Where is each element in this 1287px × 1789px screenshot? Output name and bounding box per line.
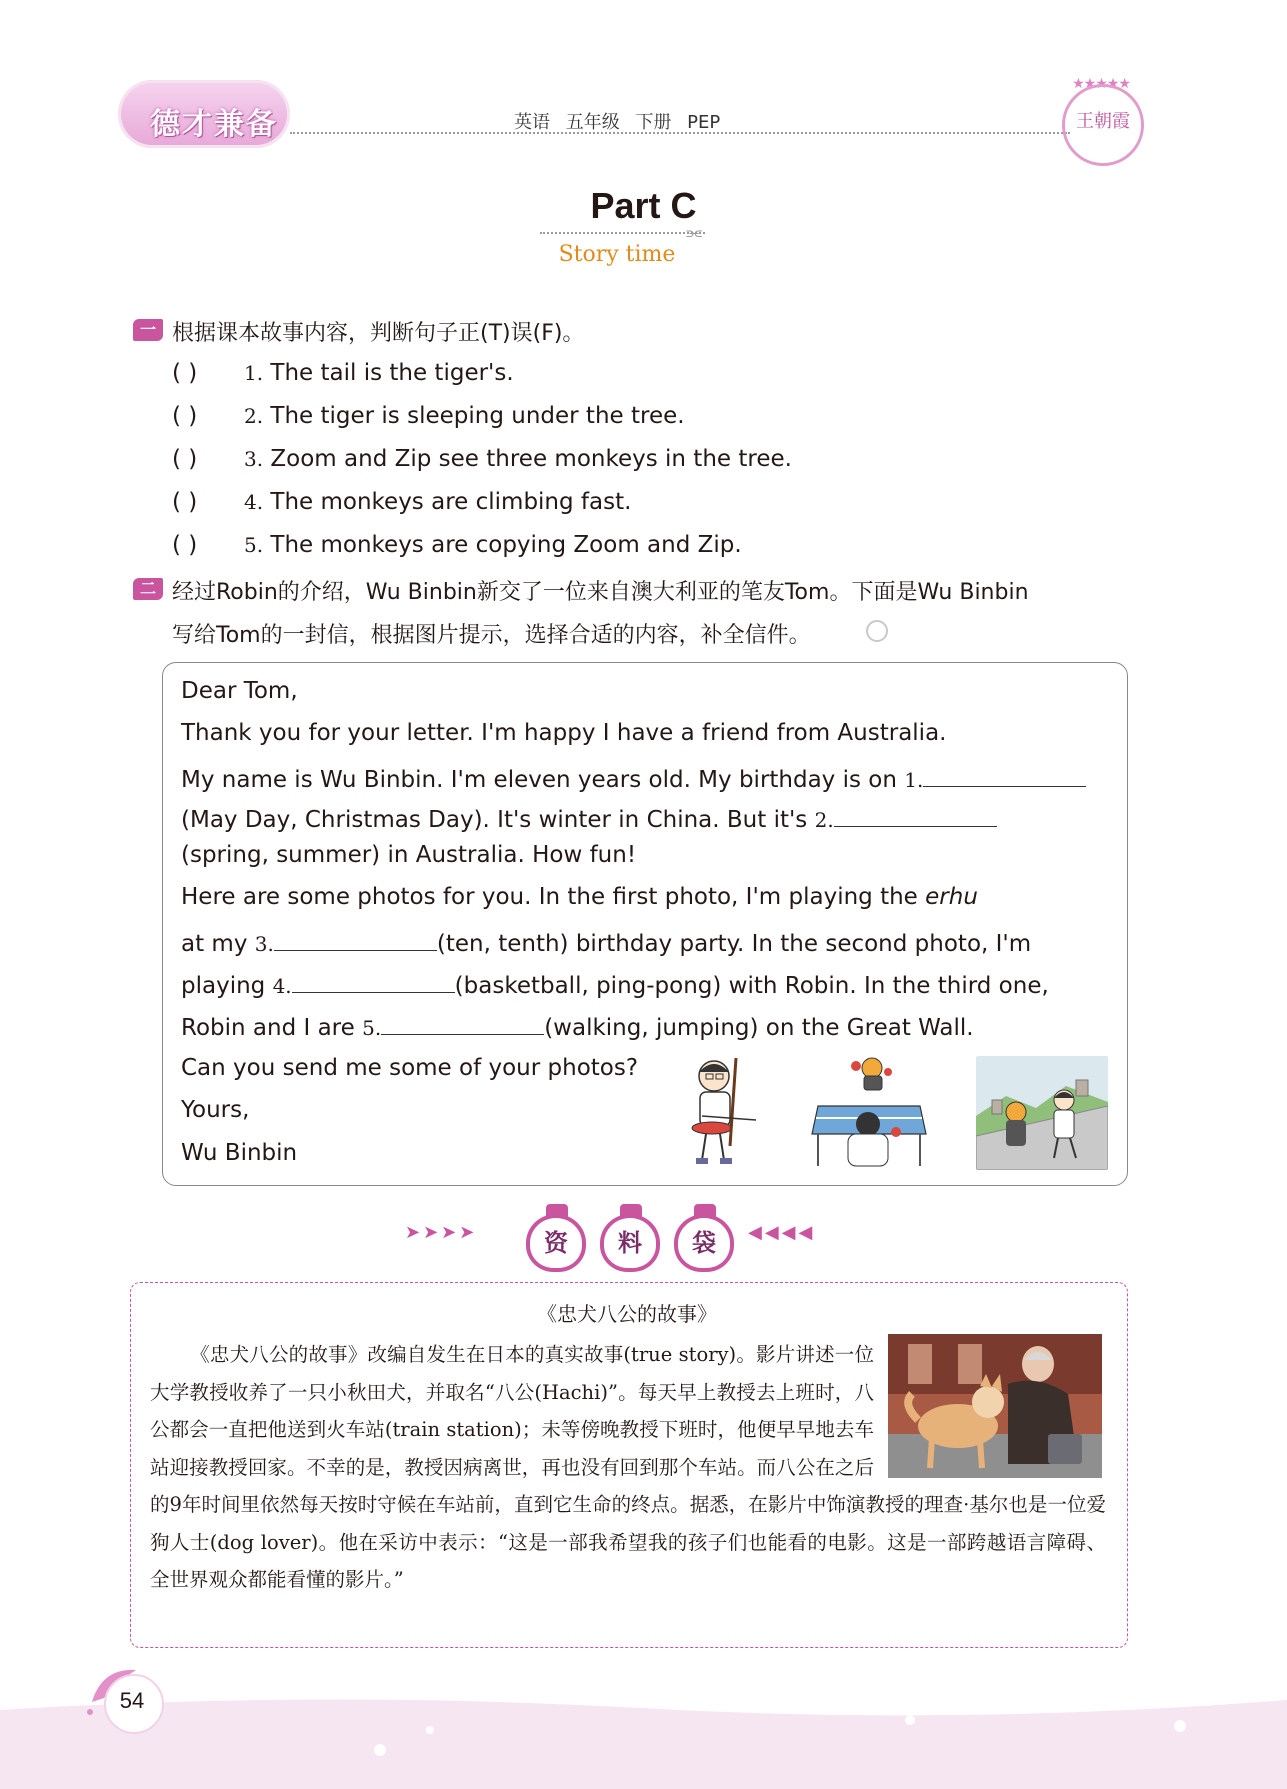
fish-decoration-right: ◀◀◀◀	[748, 1222, 816, 1243]
hint-bulb-icon	[866, 620, 888, 642]
seal-stars: ★★★★★	[1072, 76, 1130, 92]
author-seal	[1062, 84, 1144, 166]
fill-blank-3[interactable]	[274, 926, 437, 951]
letter-line-3: (May Day, Christmas Day). It's winter in China. But it's 2.	[181, 802, 997, 833]
page-title: Part C	[590, 185, 697, 226]
boy-playing-erhu-picture	[684, 1054, 764, 1170]
answer-blank[interactable]: ( )	[172, 489, 198, 515]
info-paragraph: 《忠犬八公的故事》改编自发生在日本的真实故事(true story)。影片讲述一位大学教授收养了一只小秋田犬，并取名“八公(Hachi)”。每天早上教授去上班时，八公都会一直把他送到火车站(train station)；未等傍晚教授下班时，他便早早地去车站迎接教授回家。不幸的是，教授因病离世，再也没有回到那个车站。而八公在之后的9年时间里依然每天按时守候在车站前，直到它生命的终点。据悉，在影片中饰演教授的理查·基尔也是一位爱狗人士(dog lover)。他在采访中表示：“这是一部我希望我的孩子们也能看的电影。这是一部跨越语言障碍、全世界观众都能看懂的影片。”	[150, 1343, 1106, 1591]
section-1-instruction: 根据课本故事内容，判断句子正(T)误(F)。	[172, 321, 585, 346]
info-title: 《忠犬八公的故事》	[537, 1302, 717, 1326]
resource-bag-2: 料	[600, 1204, 662, 1268]
fill-blank-4[interactable]	[292, 968, 455, 993]
letter-signature: Wu Binbin	[181, 1140, 298, 1166]
footer-band	[0, 1690, 1287, 1789]
letter-salutation: Dear Tom,	[181, 678, 298, 704]
section-2-instruction-line2: 写给Tom的一封信，根据图片提示，选择合适的内容，补全信件。	[172, 623, 811, 648]
book-info: 英语 五年级 下册 PEP	[514, 112, 721, 133]
ping-pong-picture	[808, 1054, 930, 1170]
seal-text: 王朝霞	[1076, 111, 1130, 132]
tf-item-5: ( ) 5. The monkeys are copying Zoom and Zip.	[172, 532, 742, 558]
fill-blank-2[interactable]	[834, 802, 997, 827]
fill-blank-5[interactable]	[381, 1010, 544, 1035]
answer-blank[interactable]: ( )	[172, 403, 198, 429]
fill-blank-1[interactable]	[923, 762, 1086, 787]
letter-line-6: at my 3. (ten, tenth) birthday party. In the second photo, I'm	[181, 926, 1031, 957]
letter-line-2: My name is Wu Binbin. I'm eleven years old. My birthday is on 1.	[181, 762, 1086, 793]
section-badge-2: 二	[133, 578, 163, 600]
fish-icon: ⫘	[686, 222, 703, 243]
letter-line-1: Thank you for your letter. I'm happy I have a friend from Australia.	[181, 720, 947, 746]
resource-bag-3: 袋	[674, 1204, 736, 1268]
title-rule	[540, 232, 705, 234]
tf-item-2: ( ) 2. The tiger is sleeping under the tree.	[172, 403, 685, 429]
tf-item-4: ( ) 4. The monkeys are climbing fast.	[172, 489, 632, 515]
fish-decoration-left: ➤➤➤➤	[405, 1222, 478, 1243]
answer-blank[interactable]: ( )	[172, 360, 198, 386]
brand-logo-text: 德才兼备	[150, 107, 278, 142]
great-wall-picture	[976, 1056, 1108, 1170]
section-badge-1: 一	[133, 319, 163, 341]
section-2-instruction-line1: 经过Robin的介绍，Wu Binbin新交了一位来自澳大利亚的笔友Tom。下面是Wu Binbin	[172, 580, 1029, 605]
answer-blank[interactable]: ( )	[172, 532, 198, 558]
letter-closing: Yours,	[181, 1097, 250, 1123]
tf-item-3: ( ) 3. Zoom and Zip see three monkeys in the tree.	[172, 446, 792, 472]
letter-line-8: Robin and I are 5. (walking, jumping) on the Great Wall.	[181, 1010, 974, 1041]
resource-bag-1: 资	[526, 1204, 588, 1268]
letter-line-7: playing 4. (basketball, ping-pong) with Robin. In the third one,	[181, 968, 1049, 999]
page-number: 54	[119, 1688, 145, 1713]
letter-line-5: Here are some photos for you. In the first photo, I'm playing the erhu	[181, 884, 978, 910]
answer-blank[interactable]: ( )	[172, 446, 198, 472]
letter-line-4: (spring, summer) in Australia. How fun!	[181, 842, 637, 868]
page-subtitle: Story time	[558, 242, 676, 267]
tf-item-1: ( ) 1. The tail is the tiger's.	[172, 360, 514, 386]
letter-line-9: Can you send me some of your photos?	[181, 1055, 639, 1081]
